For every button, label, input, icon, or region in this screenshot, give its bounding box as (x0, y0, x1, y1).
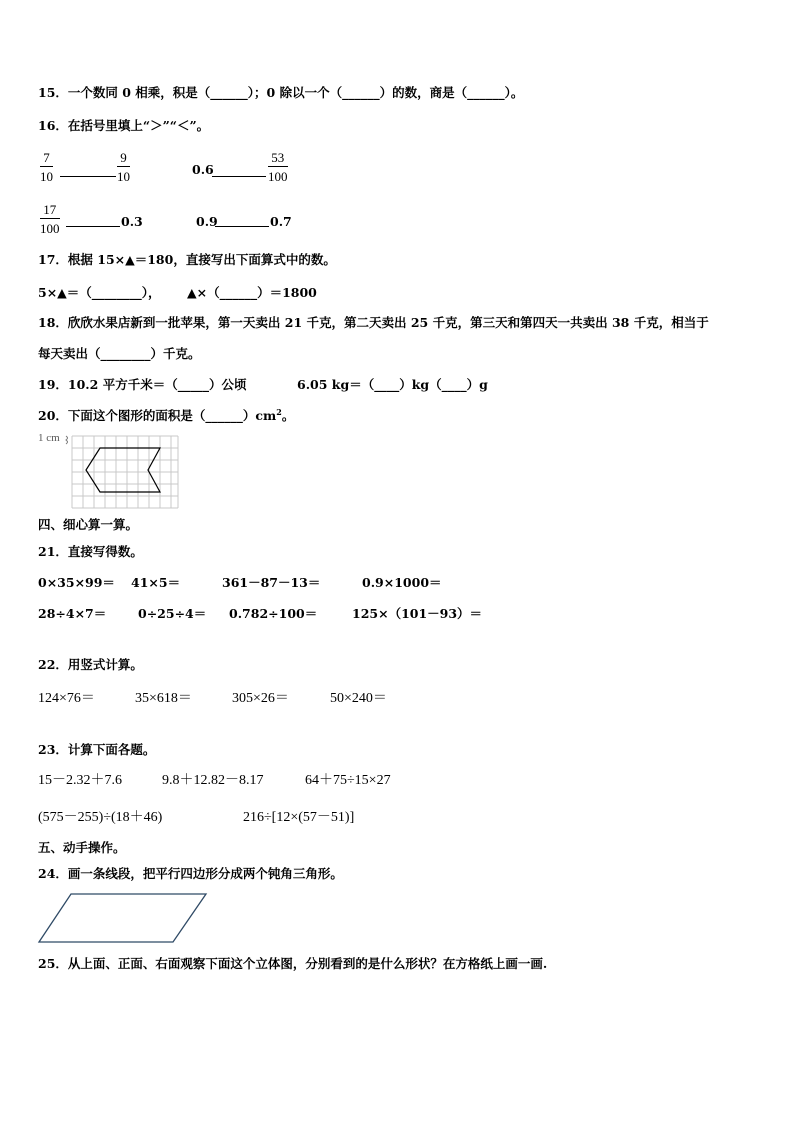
q21-item: 0×35×99＝ (38, 575, 115, 590)
q18-line1: 18．欣欣水果店新到一批苹果，第一天卖出 21 千克，第二天卖出 25 千克，第三天和第四天一共卖出 38 千克，相当于 (38, 315, 709, 330)
q22-item: 305×26＝ (232, 691, 289, 706)
fraction-53-100: 53 100 (268, 150, 288, 184)
answer-blank[interactable] (215, 226, 269, 227)
q21-item: 125×（101－93）＝ (352, 606, 483, 621)
value-0-9: 0.9 (196, 214, 218, 229)
value-0-7: 0.7 (270, 214, 292, 229)
q23-item: 9.8＋12.82－8.17 (162, 773, 264, 788)
scale-label: 1 cm (38, 432, 60, 444)
answer-blank[interactable] (212, 176, 266, 177)
grid-figure (64, 432, 184, 512)
q21-item: 41×5＝ (131, 575, 181, 590)
q21-text: 21．直接写得数。 (38, 544, 143, 559)
answer-blank[interactable] (60, 176, 116, 177)
q21-item: 0.9×1000＝ (362, 575, 442, 590)
q16-text: 16．在括号里填上“＞”“＜”。 (38, 118, 210, 133)
q17-text: 17．根据 15×▲＝180，直接写出下面算式中的数。 (38, 252, 336, 267)
answer-blank[interactable] (66, 226, 120, 227)
q24-text: 24．画一条线段，把平行四边形分成两个钝角三角形。 (38, 866, 343, 881)
q18-line2: 每天卖出（________）千克。 (38, 346, 201, 361)
parallelogram-figure (36, 890, 212, 946)
q22-item: 124×76＝ (38, 691, 95, 706)
q21-item: 0÷25÷4＝ (138, 606, 207, 621)
q23-item: 64＋75÷15×27 (305, 773, 391, 788)
q23-item: 15－2.32＋7.6 (38, 773, 122, 788)
q22-item: 50×240＝ (330, 691, 387, 706)
q20-text: 20．下面这个图形的面积是$(\_\_\_\_\_\_)cm^2$。 (38, 406, 295, 423)
q21-item: 0.782÷100＝ (229, 606, 318, 621)
fraction-7-10: 7 10 (40, 150, 53, 184)
q19-part-b: 6.05 kg＝（____）kg（____）g (297, 377, 488, 392)
q23-item: (575－255)÷(18＋46) (38, 810, 163, 825)
q15-text: 15．一个数同 0 相乘，积是（______）；0 除以一个（______）的数，商是（______）。 (38, 85, 524, 100)
q17-part-b: ▲×（______）＝1800 (187, 285, 317, 300)
q21-item: 361－87－13＝ (222, 575, 321, 590)
q22-item: 35×618＝ (135, 691, 192, 706)
value-0-3: 0.3 (121, 214, 143, 229)
q25-text: 25．从上面、正面、右面观察下面这个立体图，分别看到的是什么形状？在方格纸上画一画. (38, 956, 548, 971)
section-5-title: 五、动手操作。 (38, 840, 126, 855)
section-4-title: 四、细心算一算。 (38, 517, 139, 532)
value-0-6: 0.6 (192, 162, 214, 177)
q17-part-a: 5×▲＝（________）， (38, 285, 161, 300)
q23-text: 23．计算下面各题。 (38, 742, 156, 757)
fraction-17-100: 17 100 (40, 202, 60, 236)
q23-item: 216÷[12×(57－51)] (243, 810, 355, 825)
q19-part-a: 19．10.2 平方千米＝（_____）公顷 (38, 377, 247, 392)
q21-item: 28÷4×7＝ (38, 606, 107, 621)
q22-text: 22．用竖式计算。 (38, 657, 143, 672)
fraction-9-10: 9 10 (117, 150, 130, 184)
